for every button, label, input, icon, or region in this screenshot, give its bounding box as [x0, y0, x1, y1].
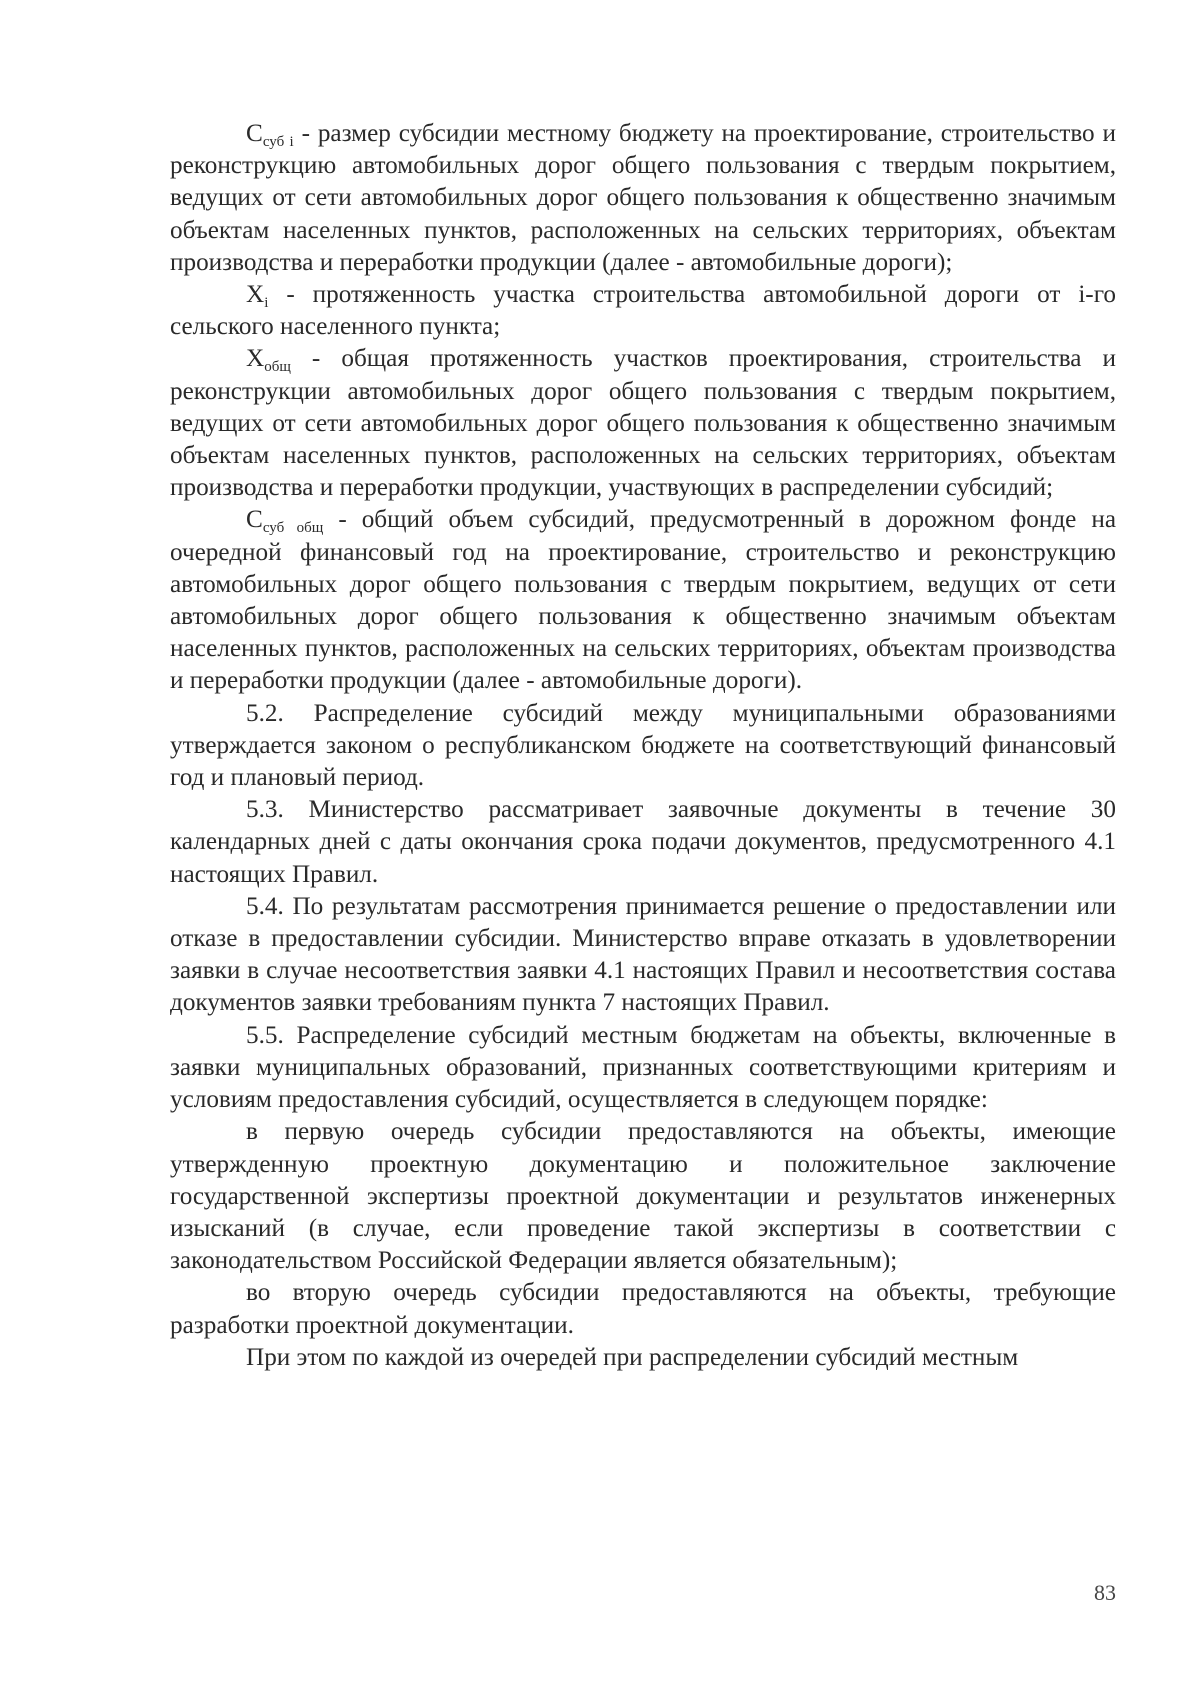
clause-5-4: 5.4. По результатам рассмотрения принимается решение о предоставлении или отказе в предоставлении субсидии. Министерство вправе отказать в удовлетворении заявки в случае несоответствия заявки 4.1 настоящих Правил и несоответствия состава документов заявки требованиям пункта 7 настоящих Правил. [170, 892, 1116, 1017]
definition-text: - протяженность участка строительства автомобильной дороги от i-го сельского населенного пункта; [170, 281, 1116, 341]
definition-paragraph [170, 279, 1116, 343]
body-text [170, 118, 1116, 1374]
definition-paragraph [170, 118, 1116, 279]
clause-5-2: 5.2. Распределение субсидий между муниципальными образованиями утверждается законом о республиканском бюджете на соответствующий финансовый год и плановый период. [170, 699, 1116, 792]
continuation-paragraph: При этом по каждой из очередей при распределении субсидий местным [246, 1343, 1019, 1371]
definition-text: - размер субсидии местному бюджету на проектирование, строительство и реконструкцию автомобильных дорог общего пользования с твердым покрытием, ведущих от сети автомобильных дорог общего пользования к общественно значимым объектам населенных пунктов, расположенных на сельских территориях, объектам производства и переработки продукции (далее - автомобильные дороги); [170, 120, 1116, 276]
symbol-subscript: общ [264, 359, 291, 376]
clause-5-3: 5.3. Министерство рассматривает заявочные документы в течение 30 календарных дней с даты окончания срока подачи документов, предусмотренного 4.1 настоящих Правил. [170, 796, 1116, 888]
first-priority-paragraph: в первую очередь субсидии предоставляются на объекты, имеющие утвержденную проектную документацию и положительное заключение государственной экспертизы проектной документации и результатов инженерных изысканий (в случае, если проведение такой экспертизы в соответствии с законодательством Российской Федерации является обязательным); [170, 1118, 1116, 1275]
page-number: 83 [1094, 1580, 1116, 1605]
symbol: X [246, 345, 265, 373]
definition-paragraph [170, 343, 1116, 504]
definition-text: - общий объем субсидий, предусмотренный в дорожном фонде на очередной финансовый год на проектирование, строительство и реконструкцию автомобильных дорог общего пользования с твердым покрытием, ведущих от сети автомобильных дорог общего пользования к общественно значимым объектам населенных пунктов, расположенных на сельских территориях, объектам производства и переработки продукции (далее - автомобильные дороги). [170, 506, 1117, 695]
symbol: X [246, 281, 265, 309]
symbol-subscript: суб общ [262, 520, 324, 537]
clause-5-5: 5.5. Распределение субсидий местным бюджетам на объекты, включенные в заявки муниципальных образований, признанных соответствующими критериям и условиям предоставления субсидий, осуществляется в следующем порядке: [170, 1021, 1116, 1114]
second-priority-paragraph: во вторую очередь субсидии предоставляются на объекты, требующие разработки проектной документации. [170, 1279, 1116, 1339]
symbol-subscript: суб i [262, 134, 294, 150]
symbol: С [246, 120, 263, 147]
symbol-subscript: i [264, 295, 269, 312]
definition-text: - общая протяженность участков проектирования, строительства и реконструкции автомобильных дорог общего пользования с твердым покрытием, ведущих от сети автомобильных дорог общего пользования к общественно значимым объектам населенных пунктов, расположенных на сельских территориях, объектам производства и переработки продукции, участвующих в распределении субсидий; [170, 345, 1116, 502]
definition-paragraph [170, 504, 1116, 697]
symbol: С [246, 506, 263, 534]
